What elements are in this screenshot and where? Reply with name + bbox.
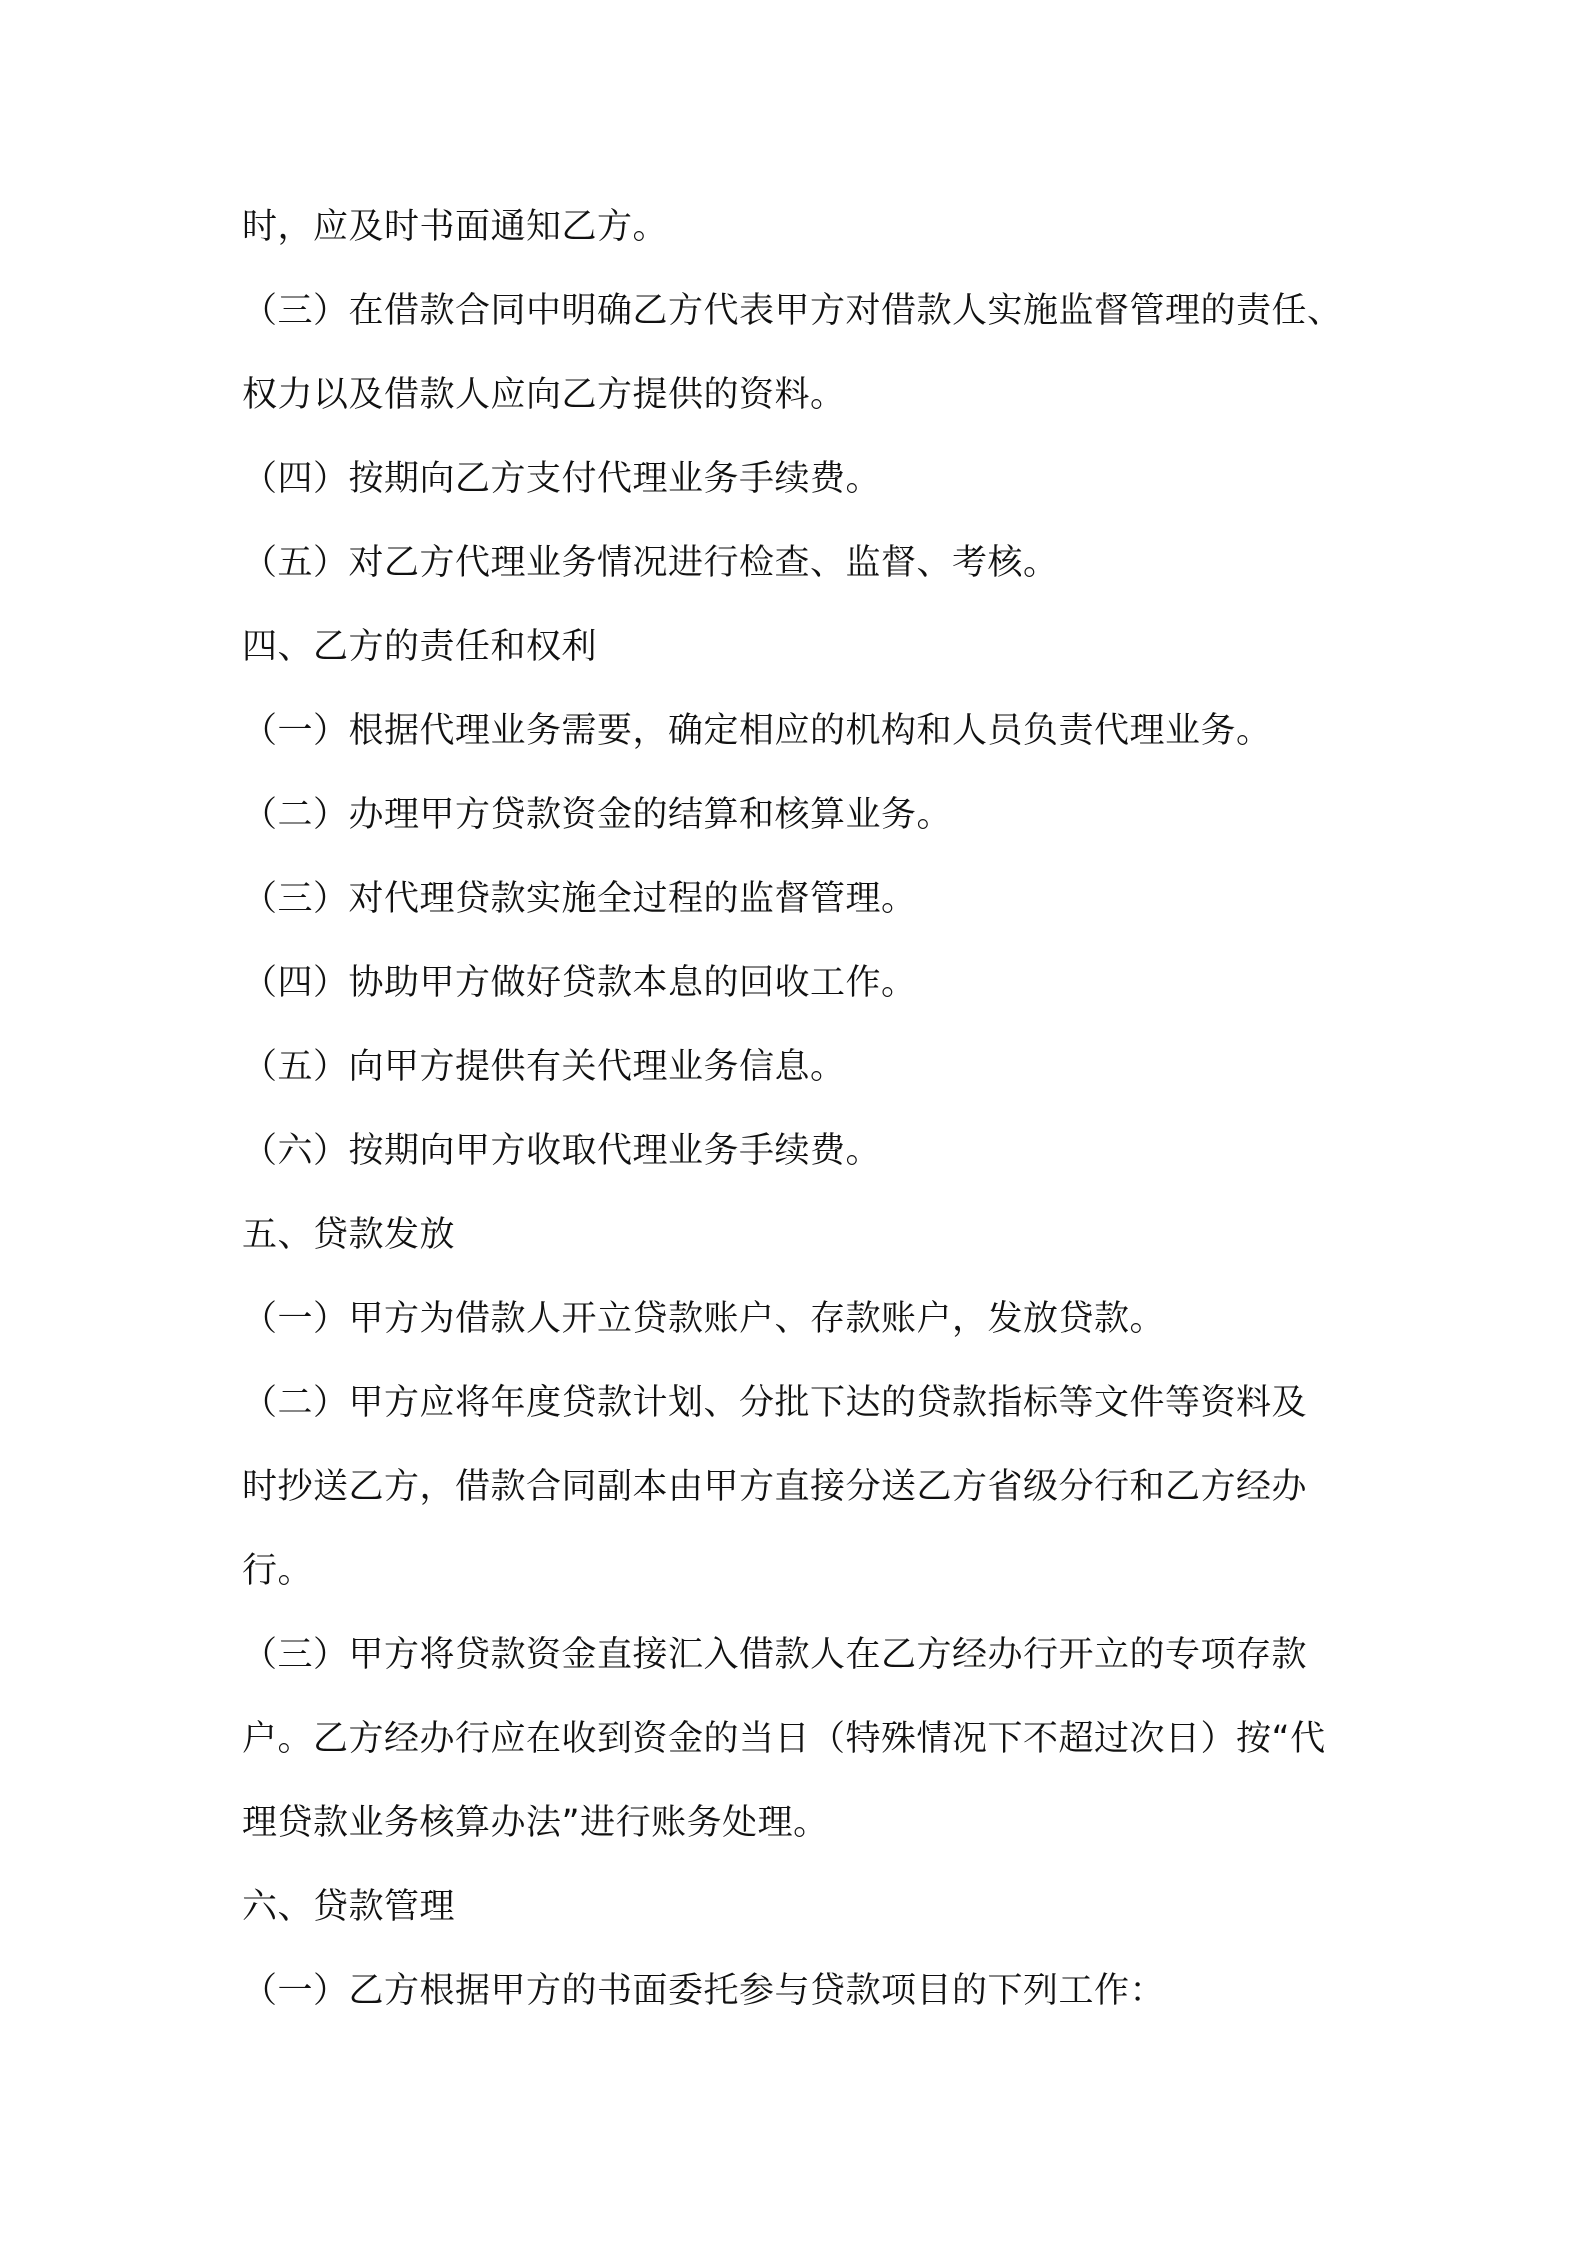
section-heading: 四、乙方的责任和权利 [242, 627, 598, 667]
text-line: 时，应及时书面通知乙方。 [242, 207, 669, 247]
text-line: （三）在借款合同中明确乙方代表甲方对借款人实施监督管理的责任、 [242, 291, 1343, 331]
text-line: （二）办理甲方贷款资金的结算和核算业务。 [242, 795, 953, 835]
text-line: （一）根据代理业务需要，确定相应的机构和人员负责代理业务。 [242, 711, 1272, 751]
text-line: 行。 [242, 1551, 314, 1591]
text-line: （三）对代理贷款实施全过程的监督管理。 [242, 879, 917, 919]
text-line: （三）甲方将贷款资金直接汇入借款人在乙方经办行开立的专项存款 [242, 1635, 1308, 1675]
text-line: 理贷款业务核算办法”进行账务处理。 [242, 1803, 829, 1843]
section-heading: 六、贷款管理 [242, 1887, 456, 1927]
text-line: 时抄送乙方，借款合同副本由甲方直接分送乙方省级分行和乙方经办 [242, 1467, 1308, 1507]
section-heading: 五、贷款发放 [242, 1215, 456, 1255]
text-line: （一）乙方根据甲方的书面委托参与贷款项目的下列工作： [242, 1971, 1166, 2011]
text-line: （六）按期向甲方收取代理业务手续费。 [242, 1131, 882, 1171]
text-line: （五）向甲方提供有关代理业务信息。 [242, 1047, 846, 1087]
text-line: 户。乙方经办行应在收到资金的当日（特殊情况下不超过次日）按“代 [242, 1719, 1326, 1759]
text-line: （五）对乙方代理业务情况进行检查、监督、考核。 [242, 543, 1059, 583]
text-line: （四）协助甲方做好贷款本息的回收工作。 [242, 963, 917, 1003]
text-line: （四）按期向乙方支付代理业务手续费。 [242, 459, 882, 499]
text-line: 权力以及借款人应向乙方提供的资料。 [242, 375, 846, 415]
text-line: （一）甲方为借款人开立贷款账户、存款账户，发放贷款。 [242, 1299, 1166, 1339]
text-line: （二）甲方应将年度贷款计划、分批下达的贷款指标等文件等资料及 [242, 1383, 1308, 1423]
